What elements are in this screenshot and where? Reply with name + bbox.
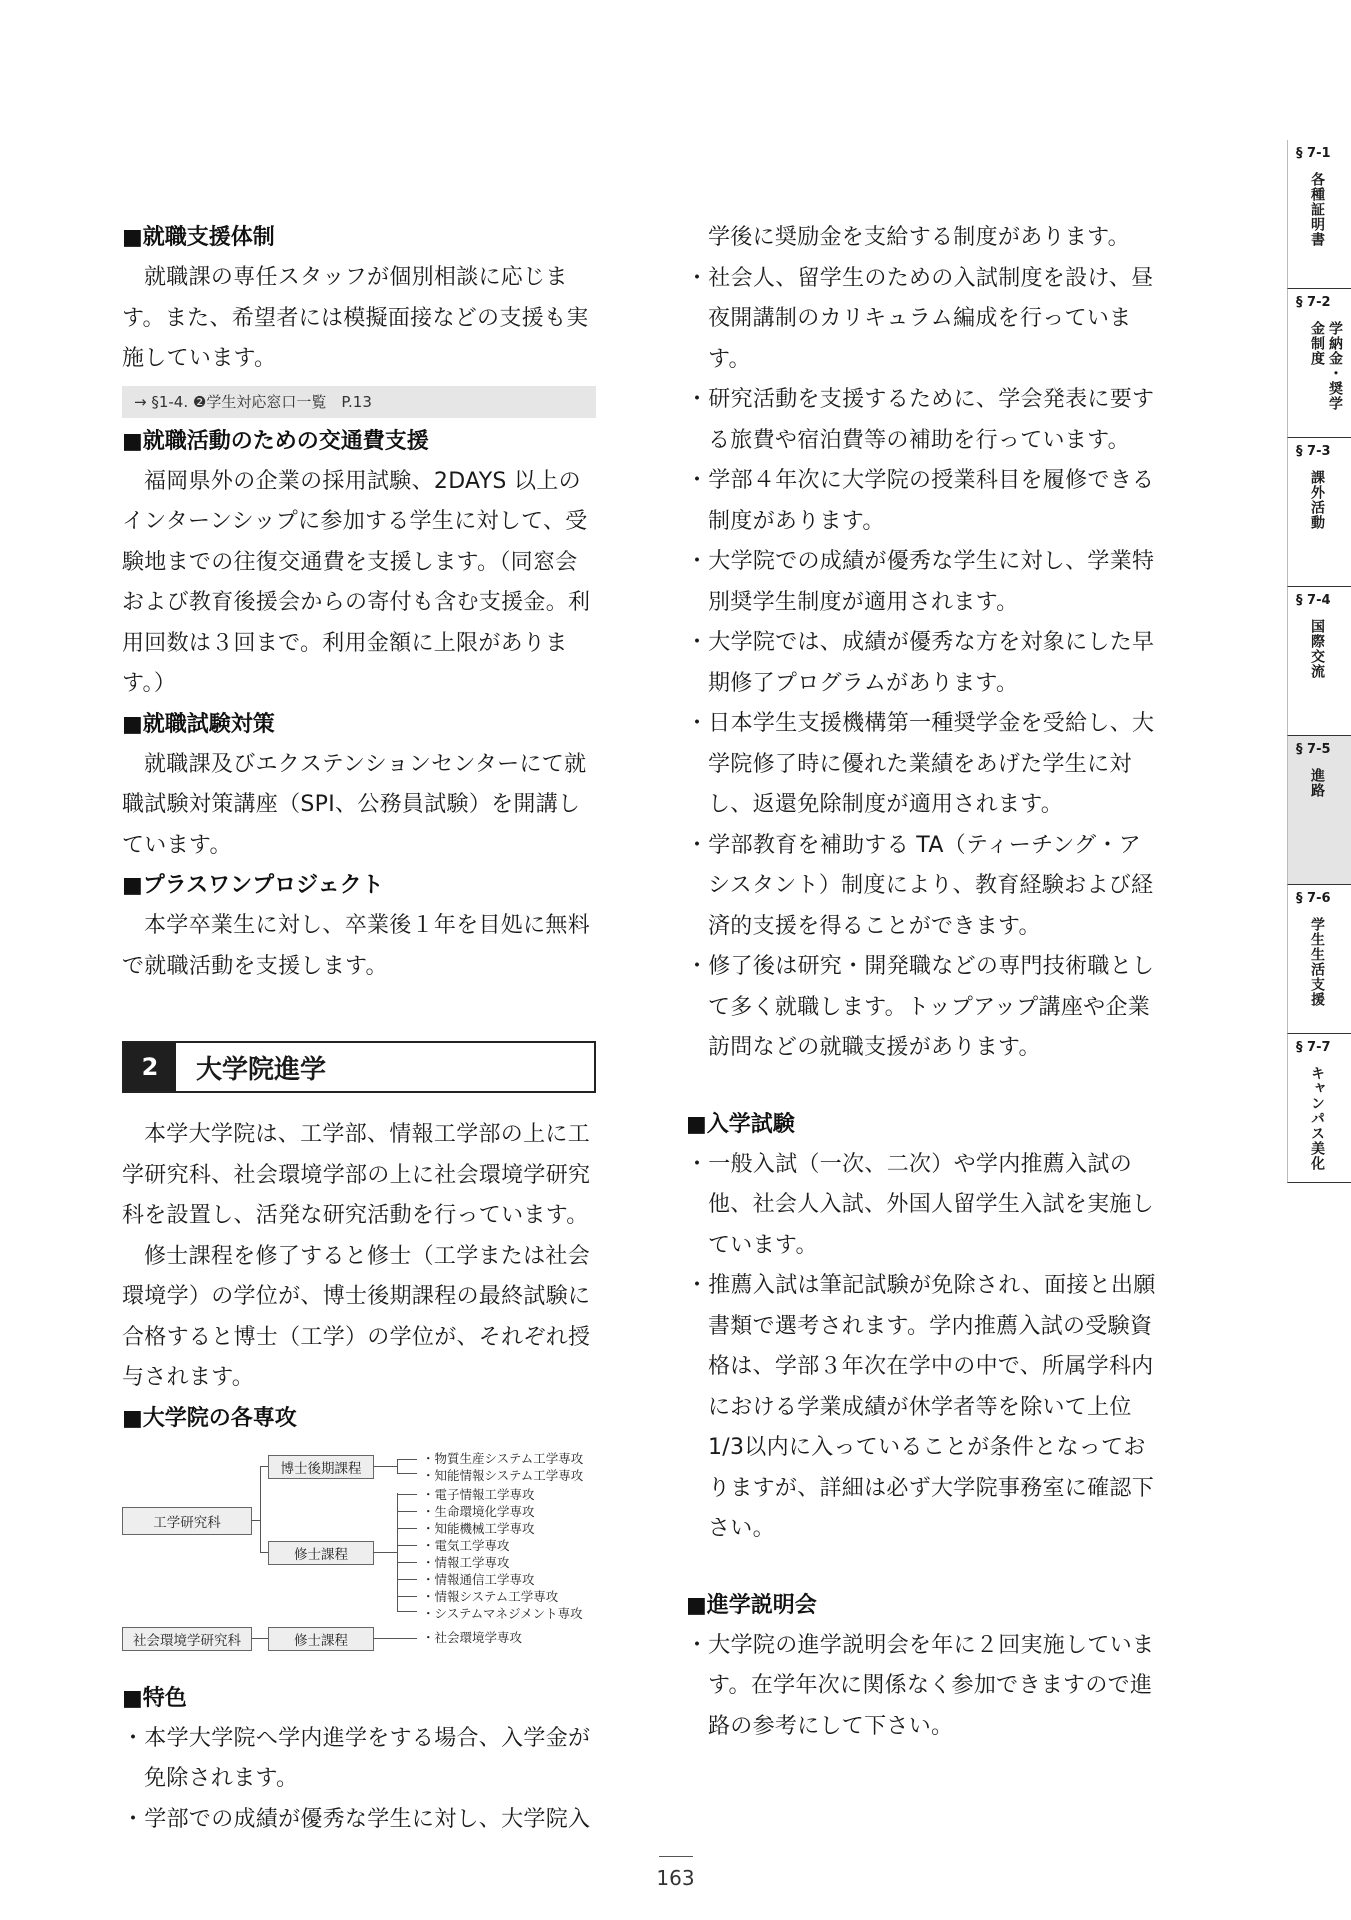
major-item: ・生命環境化学専攻 bbox=[422, 1503, 535, 1519]
page-number: 163 bbox=[656, 1866, 695, 1890]
tab-7-2[interactable] bbox=[1287, 289, 1351, 438]
tab-7-5-active[interactable] bbox=[1287, 736, 1351, 885]
tab-number: § 7-2 bbox=[1296, 295, 1331, 310]
major-item: ・システムマネジメント専攻 bbox=[422, 1605, 583, 1621]
heading-admission-exam: ■入学試験 bbox=[686, 1111, 795, 1137]
major-item: ・情報システム工学専攻 bbox=[422, 1588, 559, 1604]
major-item: ・物質生産システム工学専攻 bbox=[422, 1450, 584, 1466]
right-column bbox=[686, 218, 1160, 1747]
tab-number: § 7-1 bbox=[1296, 146, 1331, 161]
tab-number: § 7-7 bbox=[1296, 1040, 1331, 1055]
box-master-course: 修士課程 bbox=[268, 1541, 374, 1565]
feature-bullet: ・社会人、留学生のための入試制度を設け、昼夜開講制のカリキュラム編成を行っています。 bbox=[686, 265, 1154, 372]
cross-reference[interactable]: → §1-4. ❷学生対応窓口一覧 P.13 bbox=[122, 386, 596, 418]
tab-7-1[interactable] bbox=[1287, 140, 1351, 289]
paragraph-plus-one: 本学卒業生に対し、卒業後１年を目処に無料で就職活動を支援します。 bbox=[122, 913, 591, 979]
feature-bullet: ・修了後は研究・開発職などの専門技術職として多く就職します。トップアップ講座や企業訪問などの就職支援があります。 bbox=[686, 954, 1155, 1060]
major-item: ・情報工学専攻 bbox=[422, 1554, 510, 1570]
box-social-env-graduate-school: 社会環境学研究科 bbox=[122, 1627, 252, 1651]
tab-7-4[interactable] bbox=[1287, 587, 1351, 736]
section-number: 2 bbox=[124, 1043, 176, 1091]
heading-plus-one: ■プラスワンプロジェクト bbox=[122, 873, 384, 898]
major-item: ・社会環境学専攻 bbox=[422, 1629, 523, 1645]
left-column bbox=[122, 218, 596, 1840]
tab-7-3[interactable] bbox=[1287, 438, 1351, 587]
box-master-course-social: 修士課程 bbox=[268, 1627, 374, 1651]
feature-bullet: ・本学大学院へ学内進学をする場合、入学金が免除されます。 bbox=[122, 1725, 591, 1791]
paragraph-career-support: 就職課の専任スタッフが個別相談に応じます。また、希望者には模擬面接などの支援も実施しています。 bbox=[122, 265, 589, 371]
majors-diagram bbox=[122, 1450, 596, 1671]
heading-info-session: ■進学説明会 bbox=[686, 1592, 817, 1618]
heading-travel-support: ■就職活動のための交通費支援 bbox=[122, 428, 429, 454]
feature-bullet-continuation: 学後に奨励金を支給する制度があります。 bbox=[708, 225, 1130, 250]
box-engineering-graduate-school: 工学研究科 bbox=[122, 1507, 252, 1535]
feature-bullet: ・日本学生支援機構第一種奨学金を受給し、大学院修了時に優れた業績をあげた学生に対し、返還免除制度が適用されます。 bbox=[686, 711, 1155, 817]
tab-label: キャンパス美化 bbox=[1309, 1066, 1325, 1171]
feature-bullet: ・大学院での成績が優秀な学生に対し、学業特別奨学生制度が適用されます。 bbox=[686, 549, 1155, 615]
tab-7-7[interactable] bbox=[1287, 1034, 1351, 1183]
major-item: ・電気工学専攻 bbox=[422, 1537, 510, 1553]
admission-bullet: ・推薦入試は筆記試験が免除され、面接と出願書類で選考されます。学内推薦入試の受験資格は、学部３年次在学中の中で、所属学科内における学業成績が休学者等を除いて上位1/3以内に入っていることが条件となっておりますが、詳細は必ず大学院事務室に確認下さい。 bbox=[686, 1273, 1156, 1541]
section-title: 大学院進学 bbox=[196, 1054, 327, 1085]
admission-bullet: ・一般入試（一次、二次）や学内推薦入試の他、社会人入試、外国人留学生入試を実施しています。 bbox=[686, 1151, 1155, 1258]
tab-label: 学生生活支援 bbox=[1309, 917, 1325, 1007]
feature-bullet: ・大学院では、成績が優秀な方を対象にした早期修了プログラムがあります。 bbox=[686, 630, 1155, 696]
tab-label: 学納金・奨学金制度 bbox=[1309, 321, 1343, 411]
paragraph-exam-prep: 就職課及びエクステンションセンターにて就職試験対策講座（SPI、公務員試験）を開講しています。 bbox=[122, 751, 587, 858]
section-header bbox=[122, 1041, 596, 1093]
tab-label: 国際交流 bbox=[1309, 619, 1325, 679]
heading-features: ■特色 bbox=[122, 1685, 187, 1711]
paragraph-graduate-intro: 本学大学院は、工学部、情報工学部の上に工学研究科、社会環境学部の上に社会環境学研究科を設置し、活発な研究活動を行っています。 bbox=[122, 1122, 591, 1228]
tab-label: 課外活動 bbox=[1309, 470, 1325, 530]
feature-bullet: ・研究活動を支援するために、学会発表に要する旅費や宿泊費等の補助を行っています。 bbox=[686, 387, 1155, 453]
feature-bullet: ・学部４年次に大学院の授業科目を履修できる制度があります。 bbox=[686, 468, 1155, 534]
major-item: ・電子情報工学専攻 bbox=[422, 1486, 535, 1502]
page-number-rule bbox=[659, 1856, 693, 1857]
major-item: ・知能情報システム工学専攻 bbox=[422, 1467, 584, 1483]
box-doctoral-course: 博士後期課程 bbox=[268, 1455, 374, 1479]
tab-number: § 7-4 bbox=[1296, 593, 1331, 608]
tab-label: 各種証明書 bbox=[1309, 172, 1325, 247]
paragraph-degrees: 修士課程を修了すると修士（工学または社会環境学）の学位が、博士後期課程の最終試験に合格すると博士（工学）の学位が、それぞれ授与されます。 bbox=[122, 1243, 591, 1390]
feature-bullet: ・学部教育を補助する TA（ティーチング・アシスタント）制度により、教育経験および経済的支援を得ることができます。 bbox=[686, 832, 1154, 939]
section-tabs bbox=[1287, 140, 1351, 1183]
heading-exam-prep: ■就職試験対策 bbox=[122, 711, 275, 737]
major-item: ・情報通信工学専攻 bbox=[422, 1571, 535, 1587]
tab-number: § 7-5 bbox=[1296, 742, 1331, 757]
heading-majors: ■大学院の各専攻 bbox=[122, 1405, 297, 1431]
major-item: ・知能機械工学専攻 bbox=[422, 1520, 535, 1536]
feature-bullet: ・学部での成績が優秀な学生に対し、大学院入 bbox=[122, 1806, 591, 1832]
info-session-bullet: ・大学院の進学説明会を年に２回実施しています。在学年次に関係なく参加できますので進路の参考にして下さい。 bbox=[686, 1632, 1155, 1739]
tab-7-6[interactable] bbox=[1287, 885, 1351, 1034]
tab-number: § 7-3 bbox=[1296, 444, 1331, 459]
paragraph-travel-support: 福岡県外の企業の採用試験、2DAYS 以上のインターンシップに参加する学生に対して、受験地までの往復交通費を支援します。（同窓会および教育後援会からの寄付も含む支援金。利用回数は３回まで。利用金額に上限があります。） bbox=[122, 468, 591, 696]
tab-number: § 7-6 bbox=[1296, 891, 1331, 906]
tab-label: 進路 bbox=[1309, 768, 1325, 798]
heading-career-support: ■就職支援体制 bbox=[122, 225, 275, 250]
